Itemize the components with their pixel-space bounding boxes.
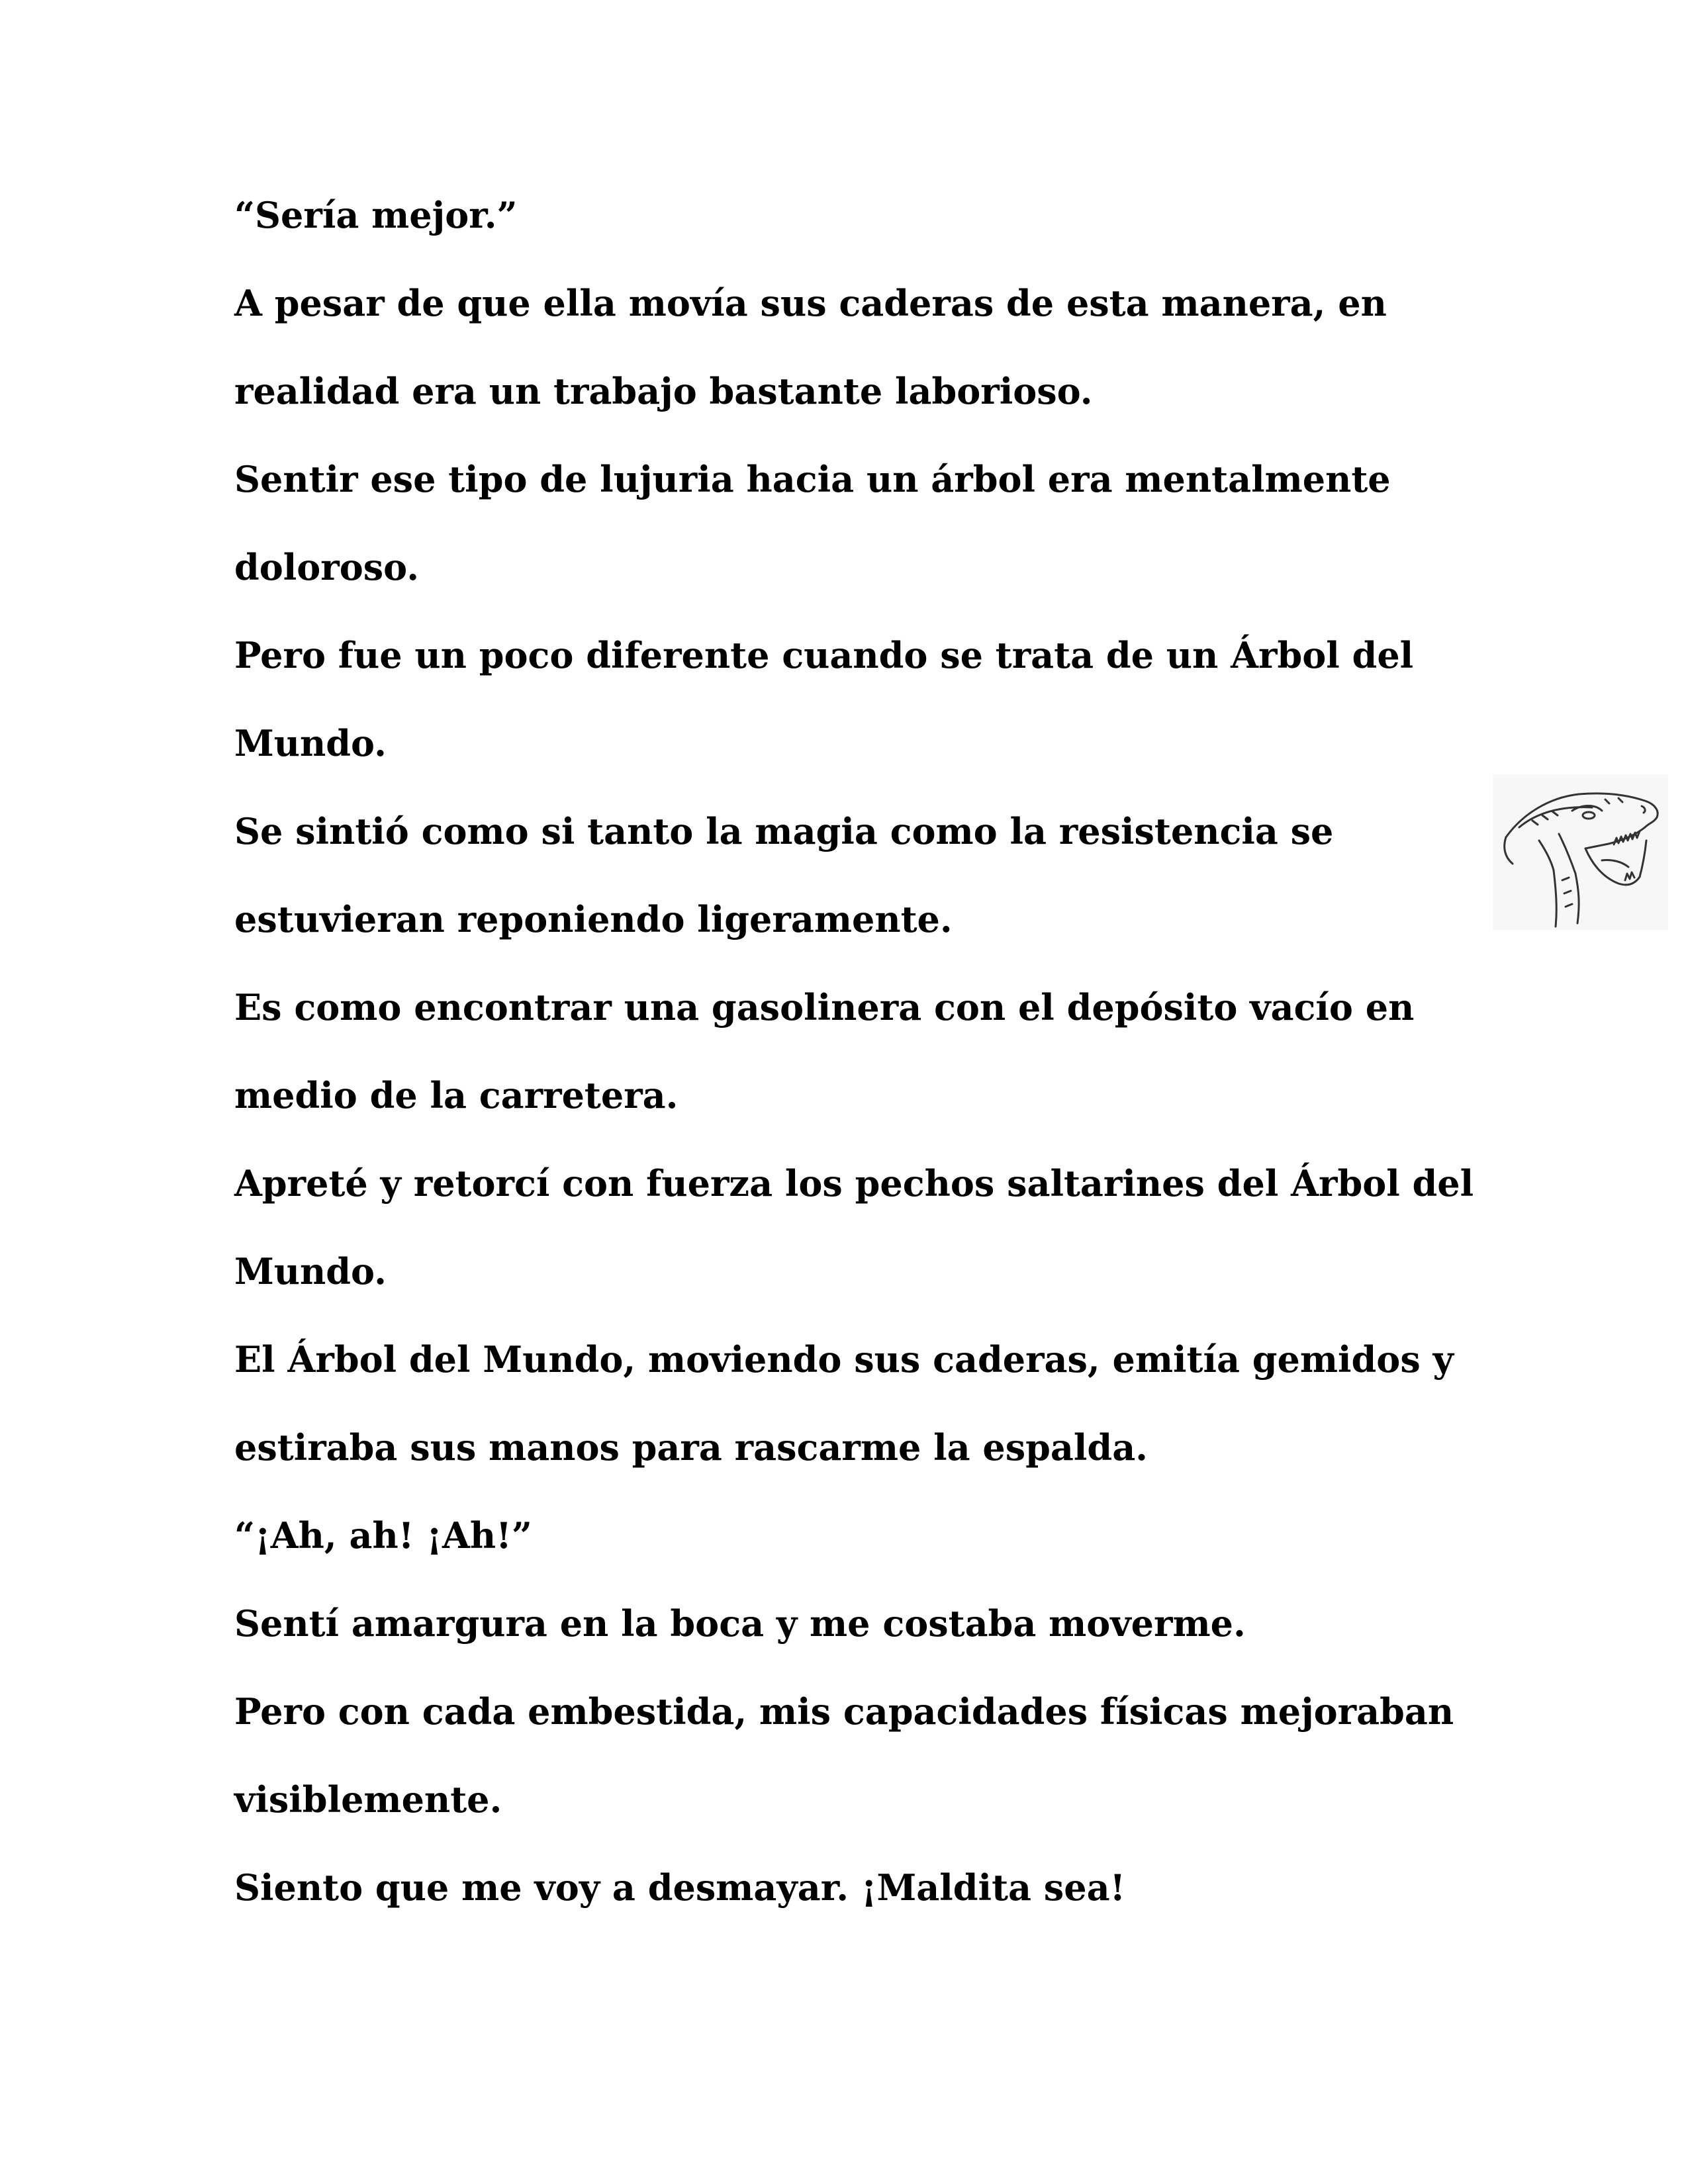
text-line-2: A pesar de que ella movía sus caderas de esta manera, en bbox=[234, 282, 1387, 324]
text-line-4: Sentir ese tipo de lujuria hacia un árbol era mentalmente bbox=[234, 458, 1391, 500]
text-line-10: Es como encontrar una gasolinera con el depósito vacío en bbox=[234, 986, 1415, 1028]
text-line-3: realidad era un trabajo bastante laborioso. bbox=[234, 370, 1093, 412]
text-line-17: Sentí amargura en la boca y me costaba moverme. bbox=[234, 1602, 1246, 1645]
text-line-15: estiraba sus manos para rascarme la espalda. bbox=[234, 1426, 1148, 1469]
text-line-16: “¡Ah, ah! ¡Ah!” bbox=[234, 1514, 532, 1557]
text-line-18: Pero con cada embestida, mis capacidades físicas mejoraban bbox=[234, 1690, 1454, 1733]
text-line-6: Pero fue un poco diferente cuando se trata de un Árbol del bbox=[234, 634, 1414, 676]
text-line-9: estuvieran reponiendo ligeramente. bbox=[234, 898, 953, 940]
text-line-5: doloroso. bbox=[234, 546, 420, 588]
text-line-13: Mundo. bbox=[234, 1250, 387, 1293]
text-line-7: Mundo. bbox=[234, 722, 387, 764]
text-line-19: visiblemente. bbox=[234, 1778, 502, 1821]
text-line-8: Se sintió como si tanto la magia como la resistencia se bbox=[234, 810, 1334, 852]
text-line-20: Siento que me voy a desmayar. ¡Maldita sea! bbox=[234, 1866, 1126, 1909]
text-line-12: Apreté y retorcí con fuerza los pechos saltarines del Árbol del bbox=[234, 1162, 1474, 1205]
text-line-1: “Sería mejor.” bbox=[234, 194, 518, 236]
text-line-14: El Árbol del Mundo, moviendo sus caderas, emitía gemidos y bbox=[234, 1338, 1454, 1381]
text-line-11: medio de la carretera. bbox=[234, 1074, 679, 1116]
dinosaur-head-icon bbox=[1493, 774, 1668, 930]
